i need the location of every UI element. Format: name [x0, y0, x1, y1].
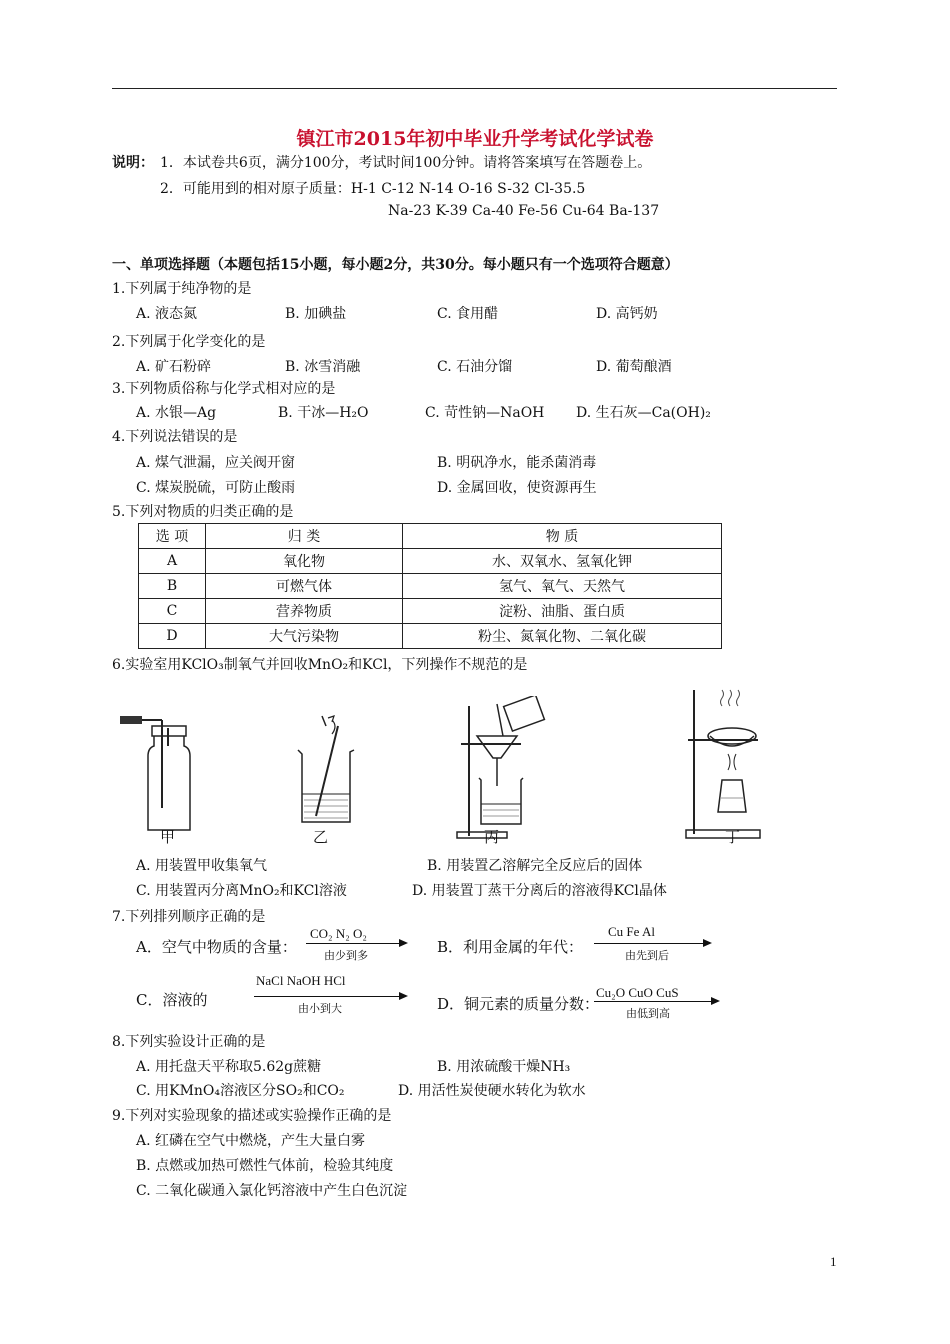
- q7-option-b-arrow: [594, 943, 704, 944]
- arrow-head-icon: [399, 939, 408, 947]
- table-header-cell: 物 质: [403, 524, 722, 549]
- table-cell: B: [139, 574, 206, 599]
- table-cell: C: [139, 599, 206, 624]
- table-cell: 氧化物: [206, 549, 403, 574]
- q7-option-b-order: 由先到后: [625, 949, 669, 962]
- q7-option-c-sequence: NaCl NaOH HCl: [256, 973, 346, 988]
- q4-stem: 4.下列说法错误的是: [112, 429, 238, 445]
- q1-stem: 1.下列属于纯净物的是: [112, 281, 252, 297]
- table-header-cell: 归 类: [206, 524, 403, 549]
- note-line-2: 2．可能用到的相对原子质量：H-1 C-12 N-14 O-16 S-32 Cl-35.5: [160, 181, 586, 197]
- note-line-3: Na-23 K-39 Ca-40 Fe-56 Cu-64 Ba-137: [388, 203, 660, 219]
- q6-stem: 6.实验室用KClO₃制氧气并回收MnO₂和KCl，下列操作不规范的是: [112, 657, 528, 673]
- apparatus-label-jia: 甲: [160, 828, 176, 846]
- q3-option-c: C. 苛性钠—NaOH: [425, 405, 545, 421]
- table-row: [139, 624, 722, 649]
- q8-stem: 8.下列实验设计正确的是: [112, 1034, 266, 1050]
- table-header-row: [139, 524, 722, 549]
- apparatus-label-yi: 乙: [313, 828, 329, 846]
- q9-option-c: C. 二氧化碳通入氯化钙溶液中产生白色沉淀: [136, 1183, 408, 1199]
- q7-option-b-sequence: Cu Fe Al: [608, 924, 655, 939]
- table-cell: 可燃气体: [206, 574, 403, 599]
- table-row: [139, 599, 722, 624]
- classification-table: [138, 523, 722, 649]
- table-row: [139, 549, 722, 574]
- table-header-cell: 选 项: [139, 524, 206, 549]
- q7-option-d-sequence: Cu₂O CuO CuS: [596, 985, 679, 1000]
- q3-option-a: A. 水银—Ag: [136, 405, 217, 421]
- q7-option-a-arrow: [306, 943, 400, 944]
- page-number: 1: [830, 1254, 837, 1269]
- q9-option-a: A. 红磷在空气中燃烧，产生大量白雾: [136, 1133, 366, 1149]
- q6-option-b: B. 用装置乙溶解完全反应后的固体: [427, 858, 643, 874]
- q4-option-d: D. 金属回收，使资源再生: [437, 480, 597, 496]
- table-cell: 氢气、氧气、天然气: [403, 574, 722, 599]
- beaker-dissolving-figure: [292, 712, 362, 838]
- arrow-head-icon: [711, 997, 720, 1005]
- q3-stem: 3.下列物质俗称与化学式相对应的是: [112, 381, 336, 397]
- q2-option-d: D. 葡萄酿酒: [596, 359, 672, 375]
- q2-option-b: B. 冰雪消融: [285, 359, 361, 375]
- q7-option-b-label: B．利用金属的年代：: [437, 938, 584, 956]
- q7-stem: 7.下列排列顺序正确的是: [112, 909, 266, 925]
- q1-option-c: C. 食用醋: [437, 306, 499, 322]
- q5-stem: 5.下列对物质的归类正确的是: [112, 504, 294, 520]
- table-cell: 粉尘、氮氧化物、二氧化碳: [403, 624, 722, 649]
- q3-option-d: D. 生石灰—Ca(OH)₂: [576, 405, 711, 421]
- gas-bottle-apparatus-figure: [118, 712, 198, 842]
- note-line-1: 1．本试卷共6页，满分100分，考试时间100分钟。请将答案填写在答题卷上。: [160, 155, 652, 171]
- q6-option-c: C. 用装置丙分离MnO₂和KCl溶液: [136, 883, 347, 899]
- q7-option-c-label: C．溶液的: [136, 991, 208, 1009]
- q7-option-a-order: 由少到多: [324, 949, 368, 962]
- q2-option-a: A. 矿石粉碎: [136, 359, 212, 375]
- q7-option-d-label: D．铜元素的质量分数：: [437, 995, 600, 1013]
- arrow-head-icon: [703, 939, 712, 947]
- q8-option-b: B. 用浓硫酸干燥NH₃: [437, 1059, 571, 1075]
- arrow-head-icon: [399, 992, 408, 1000]
- q4-option-c: C. 煤炭脱硫，可防止酸雨: [136, 480, 296, 496]
- q7-option-c-order: 由小到大: [298, 1002, 342, 1015]
- q6-option-d: D. 用装置丁蒸干分离后的溶液得KCl晶体: [412, 883, 667, 899]
- q3-option-b: B. 干冰—H₂O: [278, 405, 369, 421]
- q7-option-a-label: A．空气中物质的含量：: [136, 938, 297, 956]
- q1-option-d: D. 高钙奶: [596, 306, 658, 322]
- q2-stem: 2.下列属于化学变化的是: [112, 334, 266, 350]
- table-cell: A: [139, 549, 206, 574]
- note-label: 说明：: [112, 155, 154, 171]
- filtration-apparatus-figure: [455, 696, 555, 842]
- q8-option-d: D. 用活性炭使硬水转化为软水: [398, 1083, 586, 1099]
- q2-option-c: C. 石油分馏: [437, 359, 513, 375]
- q7-option-d-arrow: [594, 1001, 712, 1002]
- q6-option-a: A. 用装置甲收集氧气: [136, 858, 268, 874]
- table-cell: 营养物质: [206, 599, 403, 624]
- q4-option-a: A. 煤气泄漏，应关阀开窗: [136, 455, 296, 471]
- q7-option-c-arrow: [254, 996, 400, 997]
- table-cell: 大气污染物: [206, 624, 403, 649]
- q7-option-d-order: 由低到高: [626, 1007, 670, 1020]
- table-row: [139, 574, 722, 599]
- q9-stem: 9.下列对实验现象的描述或实验操作正确的是: [112, 1108, 392, 1124]
- header-rule: [112, 88, 837, 89]
- apparatus-label-bing: 丙: [484, 828, 500, 846]
- q8-option-c: C. 用KMnO₄溶液区分SO₂和CO₂: [136, 1083, 345, 1099]
- q9-option-b: B. 点燃或加热可燃性气体前，检验其纯度: [136, 1158, 394, 1174]
- apparatus-label-ding: 丁: [725, 828, 741, 846]
- table-cell: 水、双氧水、氢氧化钾: [403, 549, 722, 574]
- q7-option-a-sequence: CO₂ N₂ O₂: [310, 926, 367, 941]
- evaporation-apparatus-figure: [684, 684, 764, 842]
- q1-option-a: A. 液态氮: [136, 306, 198, 322]
- page-title: 镇江市2015年初中毕业升学考试化学试卷: [296, 128, 654, 150]
- table-cell: 淀粉、油脂、蛋白质: [403, 599, 722, 624]
- q1-option-b: B. 加碘盐: [285, 306, 347, 322]
- section-heading: 一、单项选择题（本题包括15小题，每小题2分，共30分。每小题只有一个选项符合题意）: [112, 257, 679, 273]
- q8-option-a: A. 用托盘天平称取5.62g蔗糖: [136, 1059, 322, 1075]
- table-cell: D: [139, 624, 206, 649]
- q4-option-b: B. 明矾净水，能杀菌消毒: [437, 455, 597, 471]
